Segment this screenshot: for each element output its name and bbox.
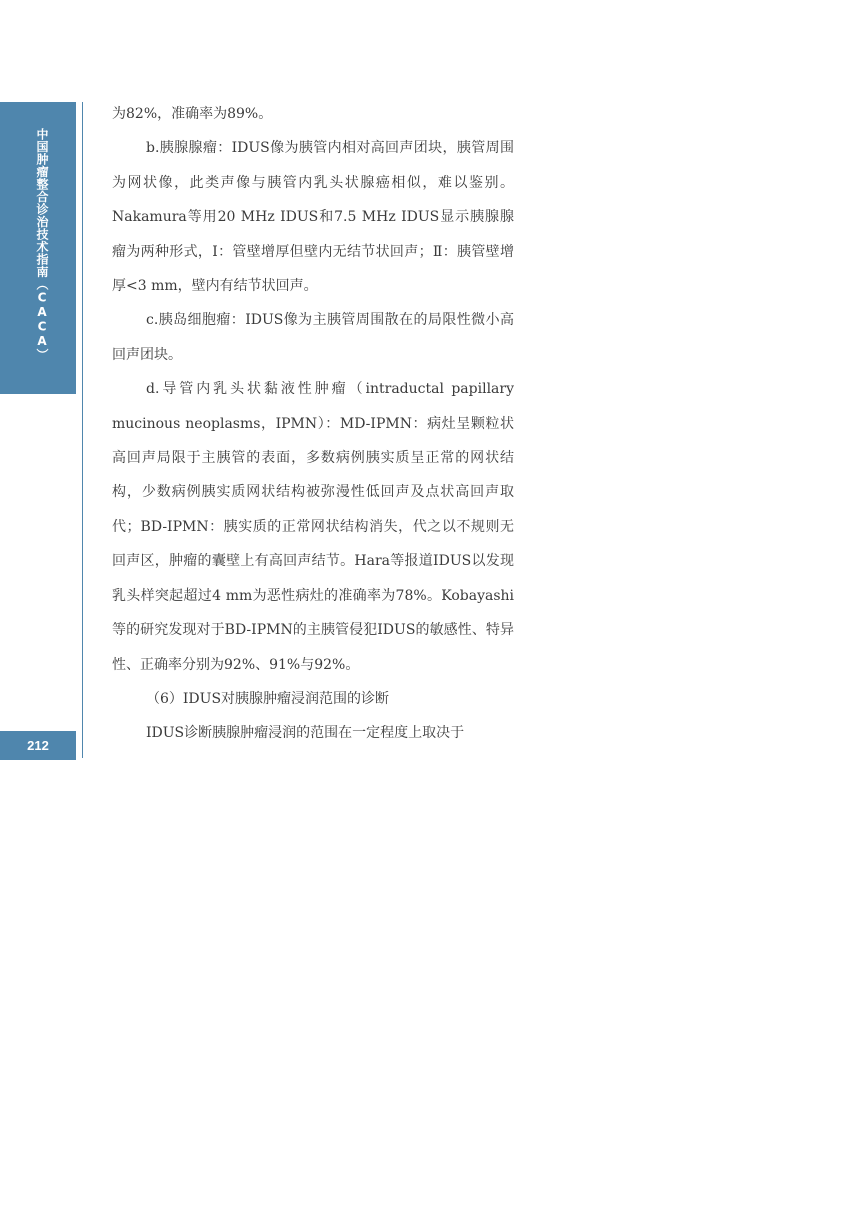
paragraph-pancreatic-adenoma: b.胰腺腺瘤：IDUS像为胰管内相对高回声团块，胰管周围为网状像，此类声像与胰管内乳头状腺癌相似，难以鉴别。Nakamura等用20 MHz IDUS和7.5 MHz IDUS显示胰腺腺瘤为两种形式，Ⅰ：管壁增厚但壁内无结节状回声；Ⅱ：胰管壁增厚<3 mm，壁内有结节状回声。 xyxy=(112,140,514,295)
book-title-vertical: 中国肿瘤整合诊治技术指南（CACA） xyxy=(35,128,49,361)
section-heading-invasion-range: （6）IDUS对胰腺肿瘤浸润范围的诊断 xyxy=(146,690,390,707)
paragraph-ipmn: d.导管内乳头状黏液性肿瘤（intraductal papillary mucinous neoplasms，IPMN）：MD-IPMN：病灶呈颗粒状高回声局限于主胰管的表面，多数病例胰实质呈正常的网状结构，少数病例胰实质网状结构被弥漫性低回声及点状高回声取代；BD-IPMN：胰实质的正常网状结构消失，代之以不规则无回声区，肿瘤的囊壁上有高回声结节。Hara等报道IDUS以发现乳头样突起超过4 mm为恶性病灶的准确率为78%。Kobayashi等的研究发现对于BD-IPMN的主胰管侵犯IDUS的敏感性、特异性、正确率分别为92%、91%与92%。 xyxy=(112,381,514,673)
body-text xyxy=(112,97,514,751)
paragraph-continuation: 为82%，准确率为89%。 xyxy=(112,106,273,122)
paragraph-islet-cell-tumor: c.胰岛细胞瘤：IDUS像为主胰管周围散在的局限性微小高回声团块。 xyxy=(112,312,514,363)
paragraph-invasion-range: IDUS诊断胰腺肿瘤浸润的范围在一定程度上取决于 xyxy=(146,725,465,742)
margin-divider-line xyxy=(82,102,83,758)
page-number: 212 xyxy=(0,731,76,760)
